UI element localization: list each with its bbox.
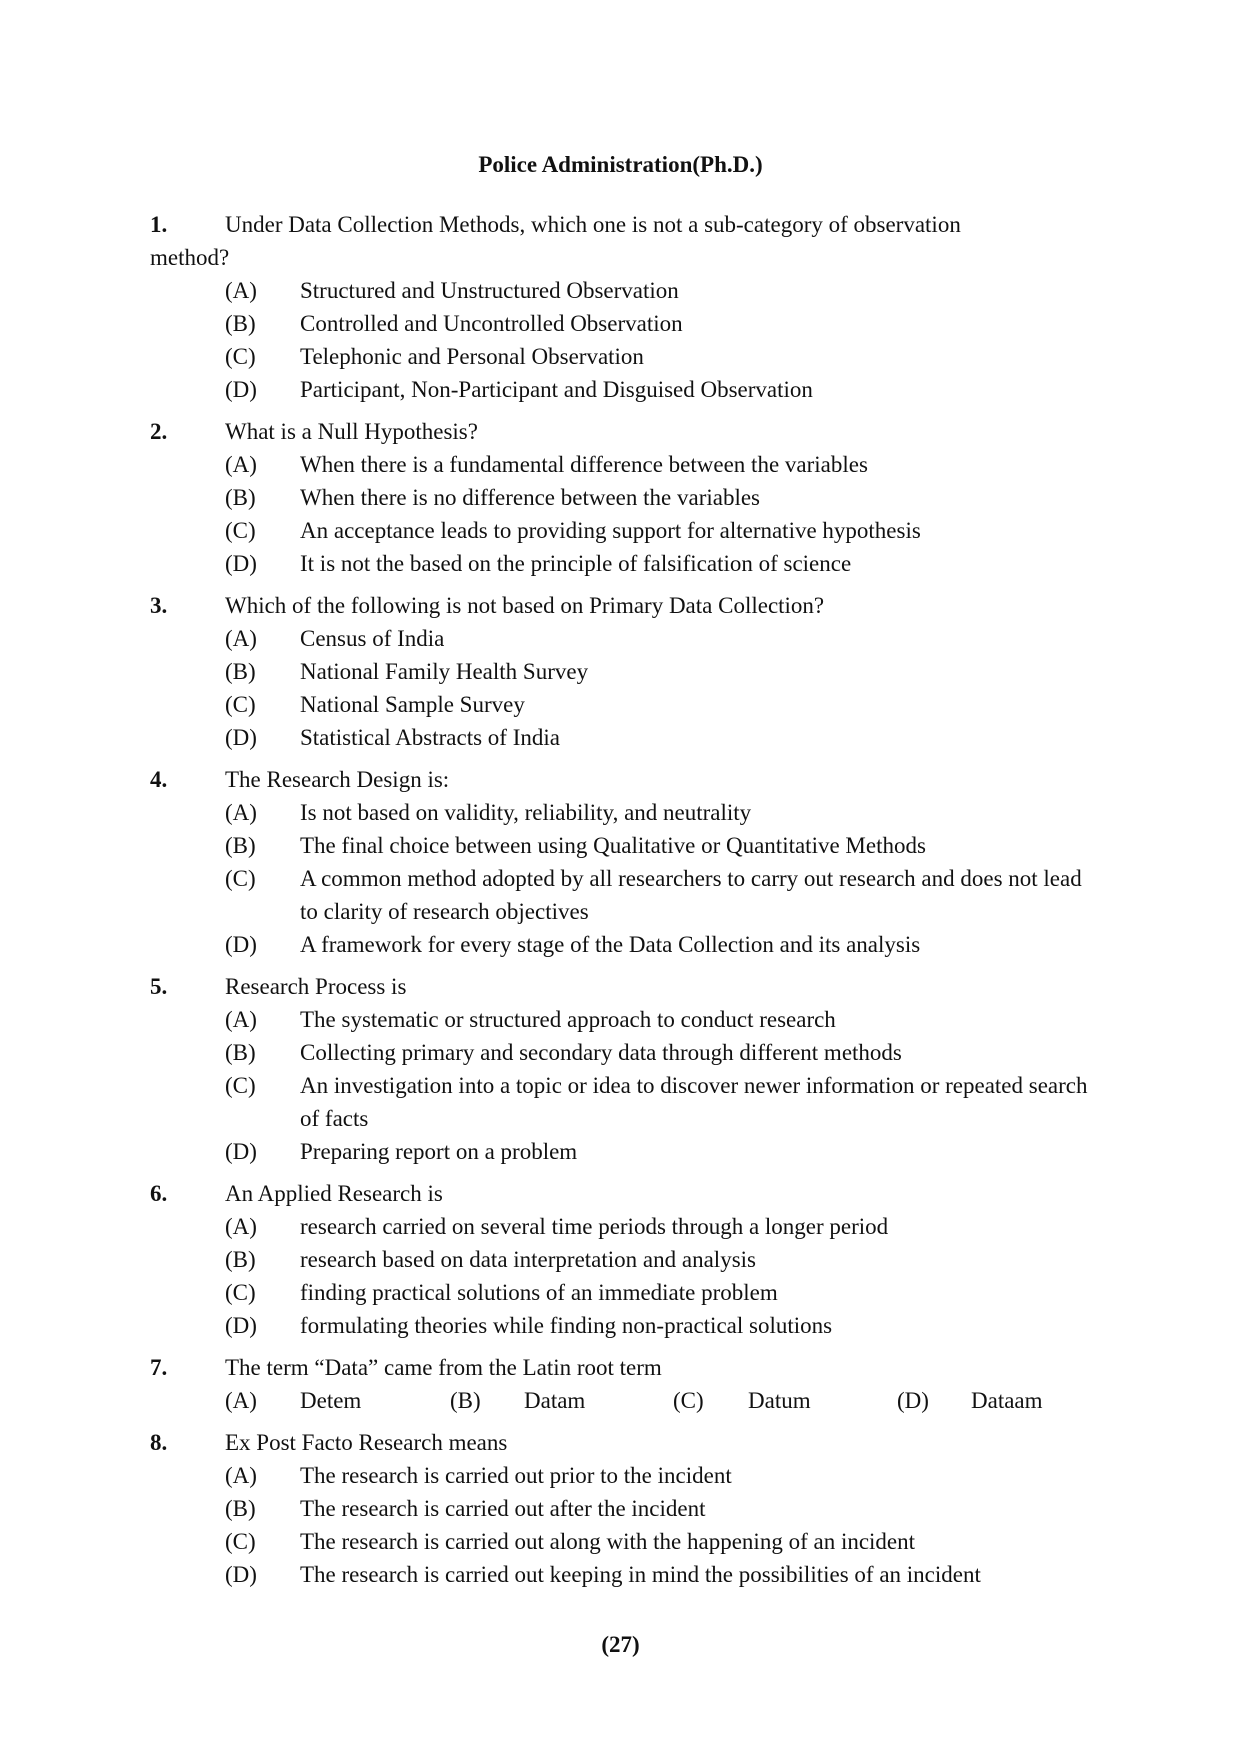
option-text: The final choice between using Qualitative or Quantitative Methods <box>300 833 926 858</box>
option-c <box>150 862 1090 928</box>
option-b-text: Datam <box>524 1388 586 1413</box>
option-letter: (B) <box>225 659 256 684</box>
question-stem <box>150 970 1090 1003</box>
option-b <box>150 1036 1090 1069</box>
option-letter: (D) <box>897 1388 929 1413</box>
question-number: 8. <box>150 1430 168 1455</box>
question-6 <box>150 1177 1090 1342</box>
question-list <box>150 208 1090 1600</box>
question-stem <box>150 763 1090 796</box>
option-a <box>150 1210 1090 1243</box>
option-c <box>150 340 1090 373</box>
question-text: What is a Null Hypothesis? <box>225 419 478 444</box>
option-list <box>150 1210 1090 1342</box>
option-c <box>150 688 1090 721</box>
option-b <box>150 655 1090 688</box>
page-number: (27) <box>601 1632 640 1657</box>
option-d <box>150 928 1090 961</box>
document-title: Police Administration(Ph.D.) <box>478 152 763 177</box>
question-text: Which of the following is not based on Primary Data Collection? <box>225 593 825 618</box>
option-text: Telephonic and Personal Observation <box>300 344 644 369</box>
question-stem <box>150 1177 1090 1210</box>
option-text: An investigation into a topic or idea to discover newer information or repeated search of facts <box>300 1073 1088 1131</box>
option-b <box>150 307 1090 340</box>
option-a <box>150 1003 1090 1036</box>
question-text: Under Data Collection Methods, which one is not a sub-category of observation <box>225 212 961 237</box>
option-text: Is not based on validity, reliability, and neutrality <box>300 800 752 825</box>
option-text: Collecting primary and secondary data through different methods <box>300 1040 902 1065</box>
question-number: 4. <box>150 767 168 792</box>
question-3 <box>150 589 1090 754</box>
option-d <box>150 1309 1090 1342</box>
question-number: 7. <box>150 1355 168 1380</box>
option-letter: (D) <box>225 932 257 957</box>
option-text: The research is carried out after the incident <box>300 1496 706 1521</box>
option-text: research carried on several time periods through a longer period <box>300 1214 889 1239</box>
option-b <box>150 1243 1090 1276</box>
option-letter: (A) <box>225 1214 257 1239</box>
question-stem <box>150 1426 1090 1459</box>
option-letter: (A) <box>225 1007 257 1032</box>
option-letter: (C) <box>225 344 256 369</box>
option-letter: (C) <box>673 1388 704 1413</box>
question-stem <box>150 415 1090 448</box>
option-d <box>150 547 1090 580</box>
option-letter: (B) <box>225 1496 256 1521</box>
option-text: An acceptance leads to providing support for alternative hypothesis <box>300 518 921 543</box>
option-text: The research is carried out along with the happening of an incident <box>300 1529 916 1554</box>
option-letter: (A) <box>225 1388 257 1413</box>
option-letter: (D) <box>225 1562 257 1587</box>
option-c <box>150 514 1090 547</box>
option-letter: (B) <box>450 1388 481 1413</box>
option-d-text: Dataam <box>971 1388 1043 1413</box>
option-letter: (A) <box>225 1463 257 1488</box>
option-text: National Family Health Survey <box>300 659 589 684</box>
option-text: When there is no difference between the variables <box>300 485 760 510</box>
option-text: It is not the based on the principle of falsification of science <box>300 551 852 576</box>
option-text: The research is carried out keeping in mind the possibilities of an incident <box>300 1562 981 1587</box>
option-letter: (D) <box>225 551 257 576</box>
option-list-inline <box>150 1384 1090 1417</box>
question-5 <box>150 970 1090 1168</box>
option-d <box>150 373 1090 406</box>
option-text: Statistical Abstracts of India <box>300 725 560 750</box>
option-letter: (B) <box>225 485 256 510</box>
option-d <box>150 1558 1090 1591</box>
question-1 <box>150 208 1090 406</box>
option-a <box>150 796 1090 829</box>
option-letter: (B) <box>225 311 256 336</box>
option-letter: (C) <box>225 1073 256 1098</box>
option-letter: (B) <box>225 1247 256 1272</box>
option-b <box>150 481 1090 514</box>
option-text: research based on data interpretation and analysis <box>300 1247 756 1272</box>
option-letter: (D) <box>225 377 257 402</box>
option-letter: (A) <box>225 626 257 651</box>
question-4 <box>150 763 1090 961</box>
option-letter: (D) <box>225 1139 257 1164</box>
question-number: 1. <box>150 212 168 237</box>
option-letter: (C) <box>225 692 256 717</box>
option-list <box>150 622 1090 754</box>
question-stem <box>150 208 1090 241</box>
option-d <box>150 721 1090 754</box>
option-text: Census of India <box>300 626 445 651</box>
question-text: The Research Design is: <box>225 767 450 792</box>
option-list <box>150 796 1090 961</box>
option-letter: (C) <box>225 518 256 543</box>
option-letter: (A) <box>225 278 257 303</box>
question-stem-continued <box>150 241 1090 274</box>
question-text: The term “Data” came from the Latin root term <box>225 1355 662 1380</box>
option-text: A framework for every stage of the Data Collection and its analysis <box>300 932 921 957</box>
question-2 <box>150 415 1090 580</box>
option-c-text: Datum <box>748 1388 811 1413</box>
option-letter: (C) <box>225 1529 256 1554</box>
option-text: Participant, Non-Participant and Disguised Observation <box>300 377 813 402</box>
option-text: National Sample Survey <box>300 692 525 717</box>
question-number: 6. <box>150 1181 168 1206</box>
option-text: Structured and Unstructured Observation <box>300 278 679 303</box>
option-c <box>150 1525 1090 1558</box>
option-letter: (D) <box>225 725 257 750</box>
question-text: Research Process is <box>225 974 407 999</box>
question-text-continued: method? <box>150 245 230 270</box>
option-a <box>150 274 1090 307</box>
option-b <box>150 829 1090 862</box>
question-7 <box>150 1351 1090 1417</box>
question-8 <box>150 1426 1090 1591</box>
question-text: An Applied Research is <box>225 1181 443 1206</box>
option-letter: (C) <box>225 1280 256 1305</box>
option-a-text: Detem <box>300 1388 362 1413</box>
option-text: Preparing report on a problem <box>300 1139 578 1164</box>
option-a <box>150 448 1090 481</box>
question-number: 5. <box>150 974 168 999</box>
option-text: A common method adopted by all researchers to carry out research and does not lead to clarity of research objectives <box>300 866 1082 924</box>
option-b <box>150 1492 1090 1525</box>
question-number: 2. <box>150 419 168 444</box>
option-letter: (C) <box>225 866 256 891</box>
question-stem <box>150 1351 1090 1384</box>
option-c <box>150 1069 1090 1135</box>
option-text: Controlled and Uncontrolled Observation <box>300 311 683 336</box>
option-text: formulating theories while finding non-practical solutions <box>300 1313 833 1338</box>
option-text: When there is a fundamental difference between the variables <box>300 452 868 477</box>
option-list <box>150 1459 1090 1591</box>
option-letter: (D) <box>225 1313 257 1338</box>
question-number: 3. <box>150 593 168 618</box>
option-letter: (A) <box>225 800 257 825</box>
option-letter: (B) <box>225 1040 256 1065</box>
question-stem <box>150 589 1090 622</box>
option-d <box>150 1135 1090 1168</box>
question-text: Ex Post Facto Research means <box>225 1430 508 1455</box>
option-a <box>150 1459 1090 1492</box>
option-list <box>150 448 1090 580</box>
option-list <box>150 274 1090 406</box>
option-text: The systematic or structured approach to conduct research <box>300 1007 836 1032</box>
option-letter: (A) <box>225 452 257 477</box>
option-list <box>150 1003 1090 1168</box>
option-letter: (B) <box>225 833 256 858</box>
option-c <box>150 1276 1090 1309</box>
option-a <box>150 622 1090 655</box>
option-text: finding practical solutions of an immediate problem <box>300 1280 778 1305</box>
option-text: The research is carried out prior to the incident <box>300 1463 732 1488</box>
